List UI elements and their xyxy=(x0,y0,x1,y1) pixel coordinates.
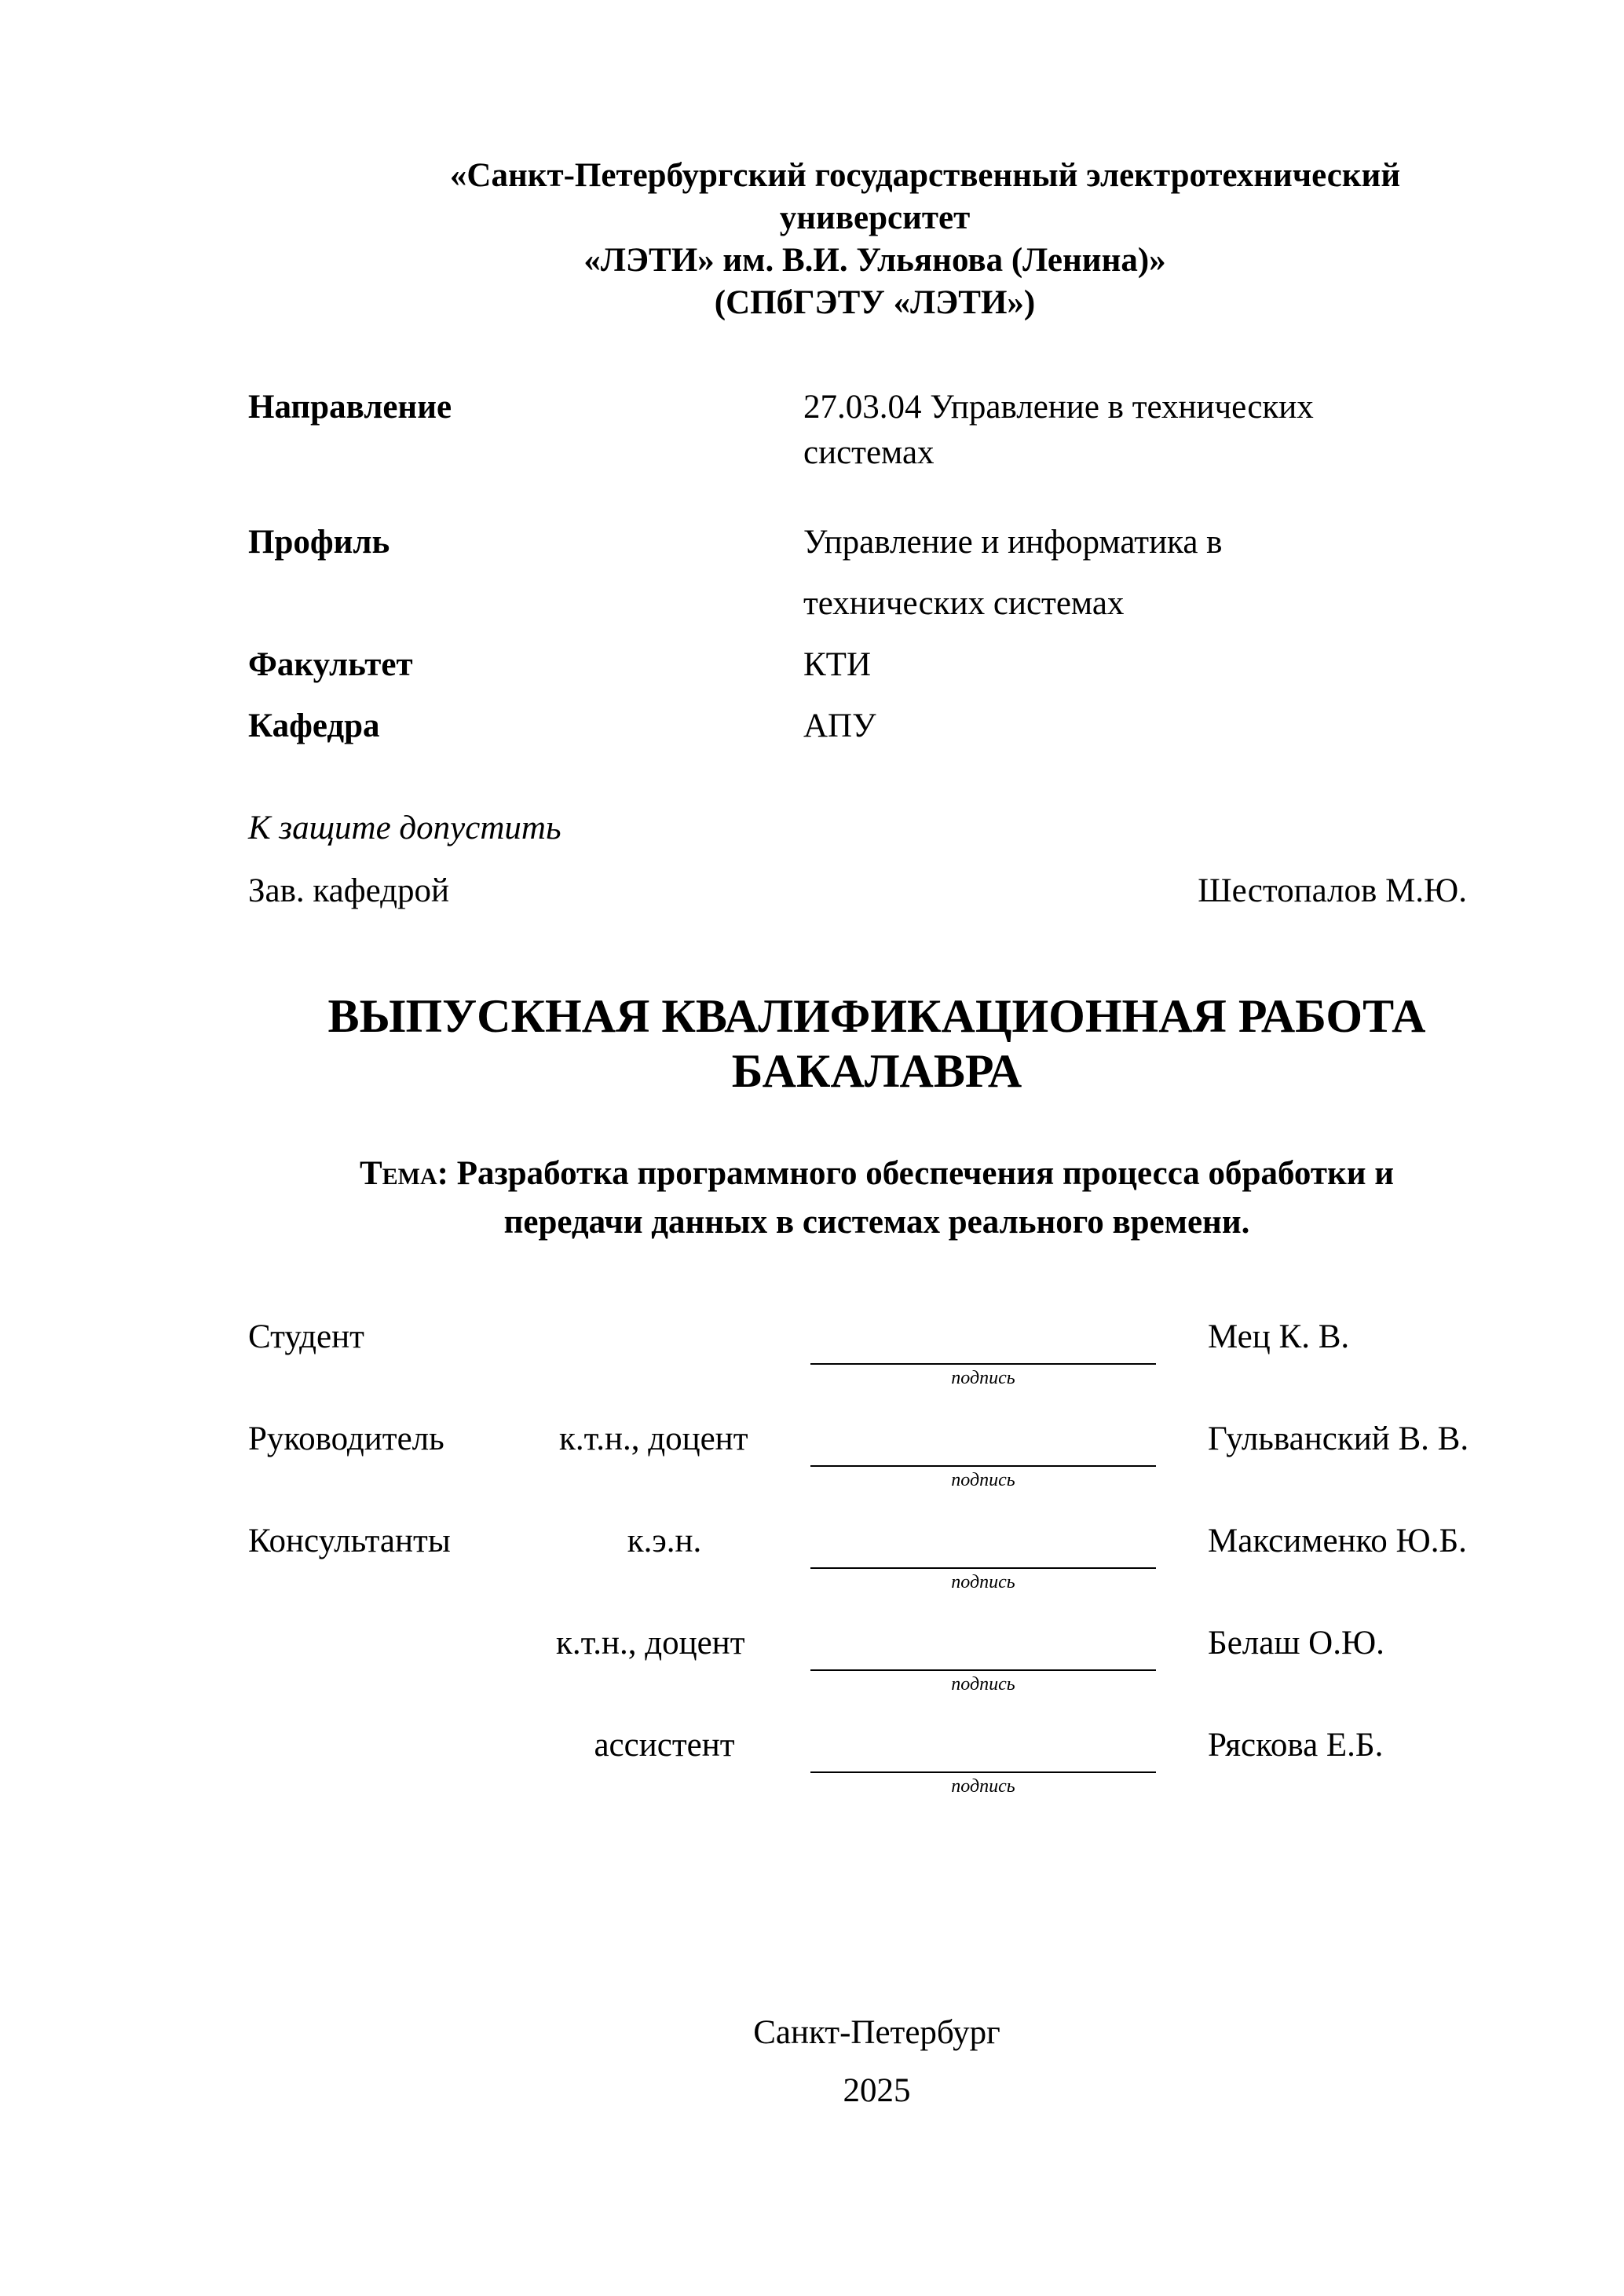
faculty-label: Факультет xyxy=(248,646,413,683)
university-name-line2: университет xyxy=(779,199,971,236)
signature-role: Студент xyxy=(248,1318,364,1355)
profile-value-line1: Управление и информатика в xyxy=(803,524,1223,561)
signature-line xyxy=(810,1669,1156,1671)
signature-degree: к.т.н., доцент xyxy=(556,1625,745,1662)
signature-name: Мец К. В. xyxy=(1208,1318,1350,1355)
signature-caption: подпись xyxy=(951,1470,1015,1490)
signature-caption: подпись xyxy=(951,1776,1015,1797)
document-title-line2: БАКАЛАВРА xyxy=(731,1045,1022,1097)
signature-line xyxy=(810,1465,1156,1467)
theme-line1 xyxy=(0,1151,1624,1197)
direction-label: Направление xyxy=(248,389,452,426)
signature-name: Гульванский В. В. xyxy=(1208,1420,1469,1457)
signature-name: Ряскова Е.Б. xyxy=(1208,1727,1384,1764)
department-label: Кафедра xyxy=(248,707,380,744)
university-abbreviation: (СПбГЭТУ «ЛЭТИ») xyxy=(714,284,1036,321)
signature-degree: к.т.н., доцент xyxy=(559,1420,748,1457)
signature-name: Белаш О.Ю. xyxy=(1208,1625,1384,1662)
footer-year: 2025 xyxy=(843,2072,911,2109)
signature-role: Руководитель xyxy=(248,1420,444,1457)
signature-line xyxy=(810,1363,1156,1365)
document-title-line1: ВЫПУСКНАЯ КВАЛИФИКАЦИОННАЯ РАБОТА xyxy=(327,990,1426,1042)
footer-city: Санкт-Петербург xyxy=(753,2014,1000,2051)
signature-degree: к.э.н. xyxy=(627,1523,702,1559)
department-value: АПУ xyxy=(803,707,876,744)
signature-line xyxy=(810,1771,1156,1773)
profile-value-line2: технических системах xyxy=(803,585,1125,622)
university-name-line1: «Санкт-Петербургский государственный электротехнический xyxy=(449,157,1401,194)
signature-caption: подпись xyxy=(951,1674,1015,1695)
theme-text-line1: Разработка программного обеспечения процесса обработки и xyxy=(456,1155,1395,1192)
university-name-line3: «ЛЭТИ» им. В.И. Ульянова (Ленина)» xyxy=(583,242,1166,279)
theme-text-line2: передачи данных в системах реального времени. xyxy=(503,1204,1250,1241)
admit-to-defense: К защите допустить xyxy=(248,810,561,846)
faculty-value: КТИ xyxy=(803,646,871,683)
signature-name: Максименко Ю.Б. xyxy=(1208,1523,1467,1559)
theme-label: Тема: xyxy=(359,1155,448,1192)
signature-role: Консультанты xyxy=(248,1523,451,1559)
direction-value: 27.03.04 Управление в технических системах xyxy=(803,389,1314,471)
signature-degree: ассистент xyxy=(594,1727,735,1764)
signature-caption: подпись xyxy=(951,1368,1015,1388)
head-of-department-label: Зав. кафедрой xyxy=(248,872,450,909)
head-of-department-name: Шестопалов М.Ю. xyxy=(1198,872,1467,909)
profile-label: Профиль xyxy=(248,524,390,561)
signature-line xyxy=(810,1567,1156,1569)
signature-caption: подпись xyxy=(951,1572,1015,1592)
